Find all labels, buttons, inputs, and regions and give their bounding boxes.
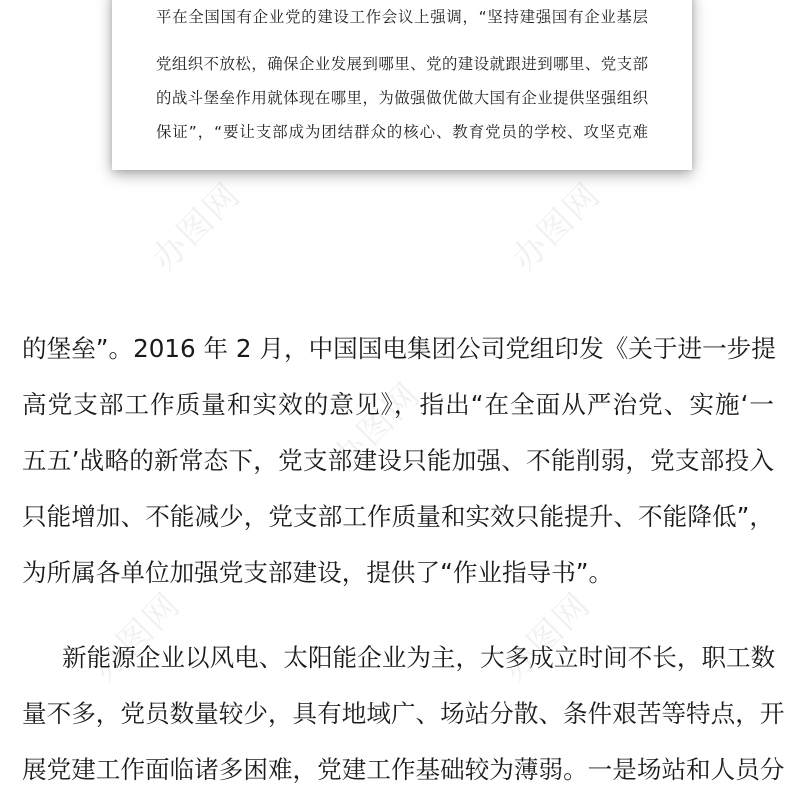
- watermark: 办图网: [84, 584, 189, 690]
- paragraph-line: 高党支部工作质量和实效的意见》，指出“在全面从严治党、实施‘一: [22, 390, 774, 419]
- paragraph-line: 的堡垒”。2016 年 2 月，中国国电集团公司党组印发《关于进一步提: [22, 334, 776, 363]
- paragraph-line: 展党建工作面临诸多困难，党建工作基础较为薄弱。一是场站和人员分: [22, 755, 785, 784]
- watermark: 办图网: [144, 174, 249, 280]
- quote-line: 保证”，“要让支部成为团结群众的核心、教育党员的学校、攻坚克难: [156, 123, 648, 141]
- watermark: 办图网: [324, 374, 429, 480]
- paragraph-line: 新能源企业以风电、太阳能企业为主，大多成立时间不长，职工数: [62, 643, 776, 672]
- paragraph-line: 为所属各单位加强党支部建设，提供了“作业指导书”。: [22, 558, 614, 587]
- quote-line: 的战斗堡垒作用就体现在哪里，为做强做优做大国有企业提供坚强组织: [156, 89, 648, 107]
- paragraph-line: 量不多，党员数量较少，具有地域广、场站分散、条件艰苦等特点，开: [22, 699, 785, 728]
- paragraph-line: 五五’战略的新常态下，党支部建设只能加强、不能削弱，党支部投入: [22, 446, 774, 475]
- paragraph-line: 只能增加、不能减少，党支部工作质量和实效只能提升、不能降低”，: [22, 502, 774, 531]
- quote-line: 平在全国国有企业党的建设工作会议上强调，“坚持建强国有企业基层: [156, 8, 648, 26]
- watermark: 办图网: [494, 584, 599, 690]
- quote-line: 党组织不放松，确保企业发展到哪里、党的建设就跟进到哪里、党支部: [156, 55, 648, 73]
- watermark: 办图网: [504, 174, 609, 280]
